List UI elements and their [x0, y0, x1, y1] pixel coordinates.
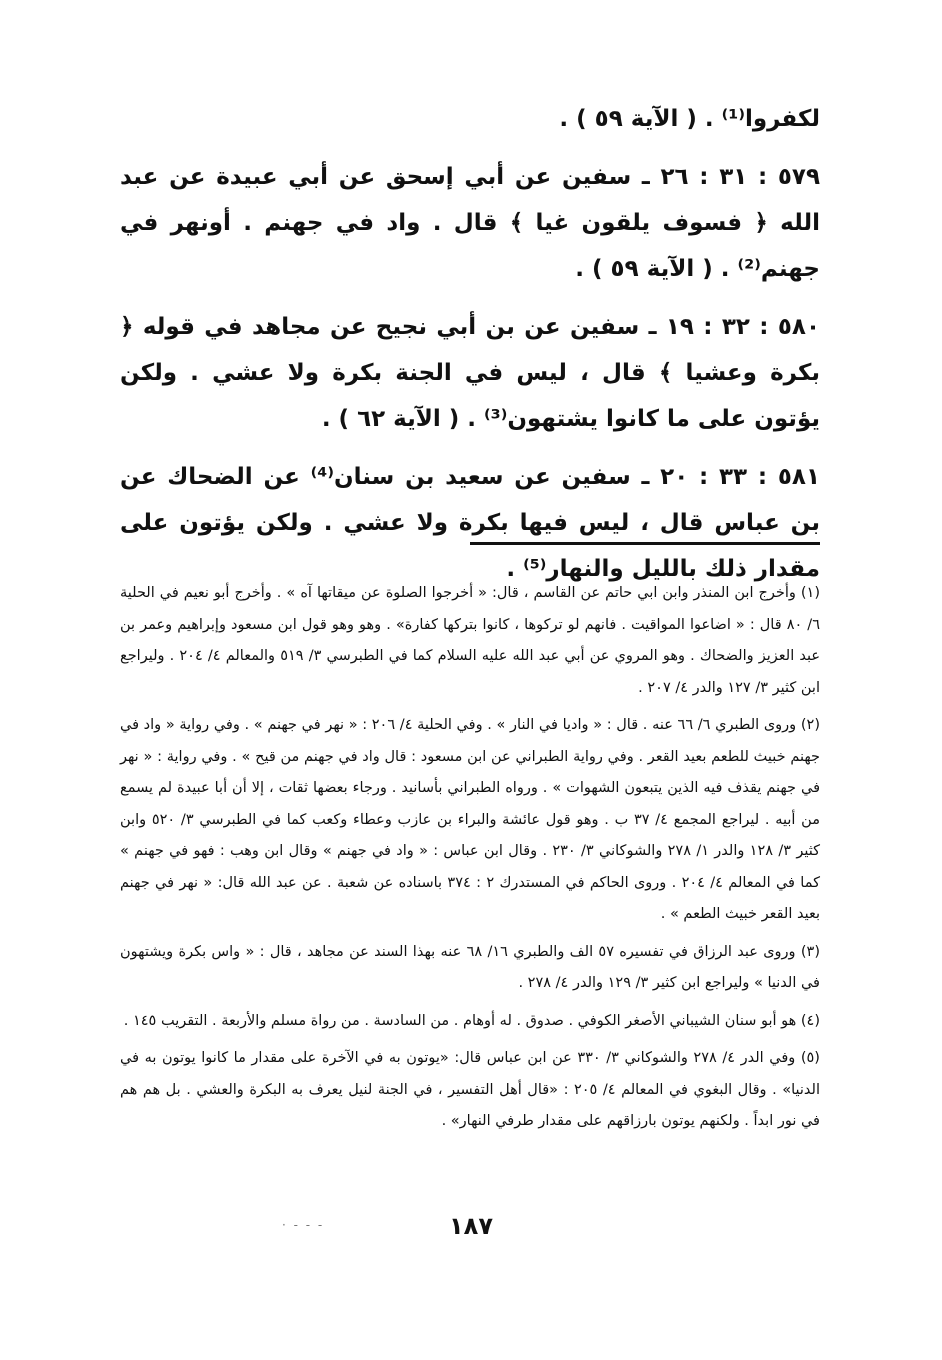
- entry-581: ٥٨١ : ٣٣ : ٢٠ ـ سفين عن سعيد بن سنان⁽⁴⁾ عن الضحاك عن بن عباس قال ، ليس فيها بكرة ولا عشي . ولكن يؤتون على مقدار ذلك بالليل والنهار⁽⁵⁾ .: [120, 464, 820, 582]
- footnote-4: (٤) هو أبو سنان الشيباني الأصغر الكوفي . صدوق . له أوهام . من السادسة . من رواة مسلم والأربعة . التقريب ١٤٥ .: [123, 1012, 820, 1029]
- footnote-divider: [470, 542, 820, 545]
- entry-580: ٥٨٠ : ٣٢ : ١٩ ـ سفين عن بن أبي نجيح عن مجاهد في قوله ﴿ بكرة وعشيا ﴾ قال ، ليس في الجنة بكرة ولا عشي . ولكن يؤتون على ما كانوا يشتهون⁽³⁾ . ( الآية ٦٢ ) .: [120, 314, 820, 432]
- main-text-block: [120, 96, 820, 592]
- footnote-3: (٣) وروى عبد الرزاق في تفسيره ٥٧ الف والطبري ١٦/ ٦٨ عنه بهذا السند عن مجاهد ، قال : « واس بكرة ويشتهون في الدنيا » وليراجع ابن كثير ٣/ ١٢٩ والدر ٤/ ٢٧٨ .: [120, 943, 820, 991]
- footnotes-block: [120, 578, 820, 1144]
- footnote-5: (٥) وفي الدر ٤/ ٢٧٨ والشوكاني ٣/ ٣٣٠ عن ابن عباس قال: «يوتون به في الآخرة على مقدار ما كانوا يوتون به في الدنيا» . وقال البغوي في المعالم ٤/ ٢٠٥ : «قال أهل التفسير ، في الجنة لنيل يعرف به البكرة والعشي . بل هم هم في نور ابداً . ولكنهم يوتون بارزاقهم على مقدار طرفي النهار» .: [120, 1050, 820, 1129]
- footnote-1: (١) وأخرج ابن المنذر وابن ابي حاتم عن القاسم ، قال: « أخرجوا الصلوة عن ميقاتها آه » . وأخرج أبو نعيم في الحلية ٦/ ٨٠ قال : « اضاعوا المواقيت . فانهم لو تركوها ، كانوا بتركها كفارة» . وهو وهو قول ابن مسعود وإبراهيم وعمر بن عبد العزيز والضحاك . وهو المروي عن أبي عبد الله عليه السلام كما في الطبرسي ٣/ ٥١٩ والمعالم ٤/ ٢٠٤ . وليراجع ابن كثير ٣/ ١٢٧ والدر ٤/ ٢٠٧ .: [120, 585, 821, 696]
- paragraph-continuation: لكفروا⁽¹⁾ . ( الآية ٥٩ ) .: [559, 106, 820, 132]
- footnote-2: (٢) وروى الطبري ٦/ ٦٦ عنه . قال : « واديا في النار » . وفي الحلية ٤/ ٢٠٦ : « نهر في جهنم » . وفي رواية « واد في جهنم خبيث للطعم بعيد القعر . وفي رواية الطبراني عن ابن مسعود : قال واد في جهنم من قيح » . وفي رواية : « نهر في جهنم يقذف فيه الذين يتبعون الشهوات » . ورواه الطبراني بأسانيد . ورجاء بعضها ثقات ، إلا أن أبا عبيدة لم يسمع من أبيه . ليراجع المجمع ٤/ ٣٧ ب . وهو قول عائشة والبراء بن عازب وعطاء وكعب كما في الطبرسي ٣/ ٥٢٠ وابن كثير ٣/ ١٢٨ والدر ١/ ٢٧٨ والشوكاني ٣/ ٢٣٠ . وقال ابن عباس : « واد في جهنم » وقال ابن وهب : فهو في جهنم » كما في المعالم ٤/ ٢٠٤ . وروى الحاكم في المستدرك ٢ : ٣٧٤ باسناده عن شعبة . عن عبد الله قال: « نهر في جهنم بعيد القعر خبيث الطعم » .: [120, 717, 820, 922]
- entry-579: ٥٧٩ : ٣١ : ٢٦ ـ سفين عن أبي إسحق عن أبي عبيدة عن عبد الله ﴿ فسوف يلقون غيا ﴾ قال . واد في جهنم . أونهر في جهنم⁽²⁾ . ( الآية ٥٩ ) .: [120, 164, 820, 282]
- scan-specks: · - - -: [282, 1218, 325, 1232]
- page-number: ١٨٧: [449, 1212, 493, 1240]
